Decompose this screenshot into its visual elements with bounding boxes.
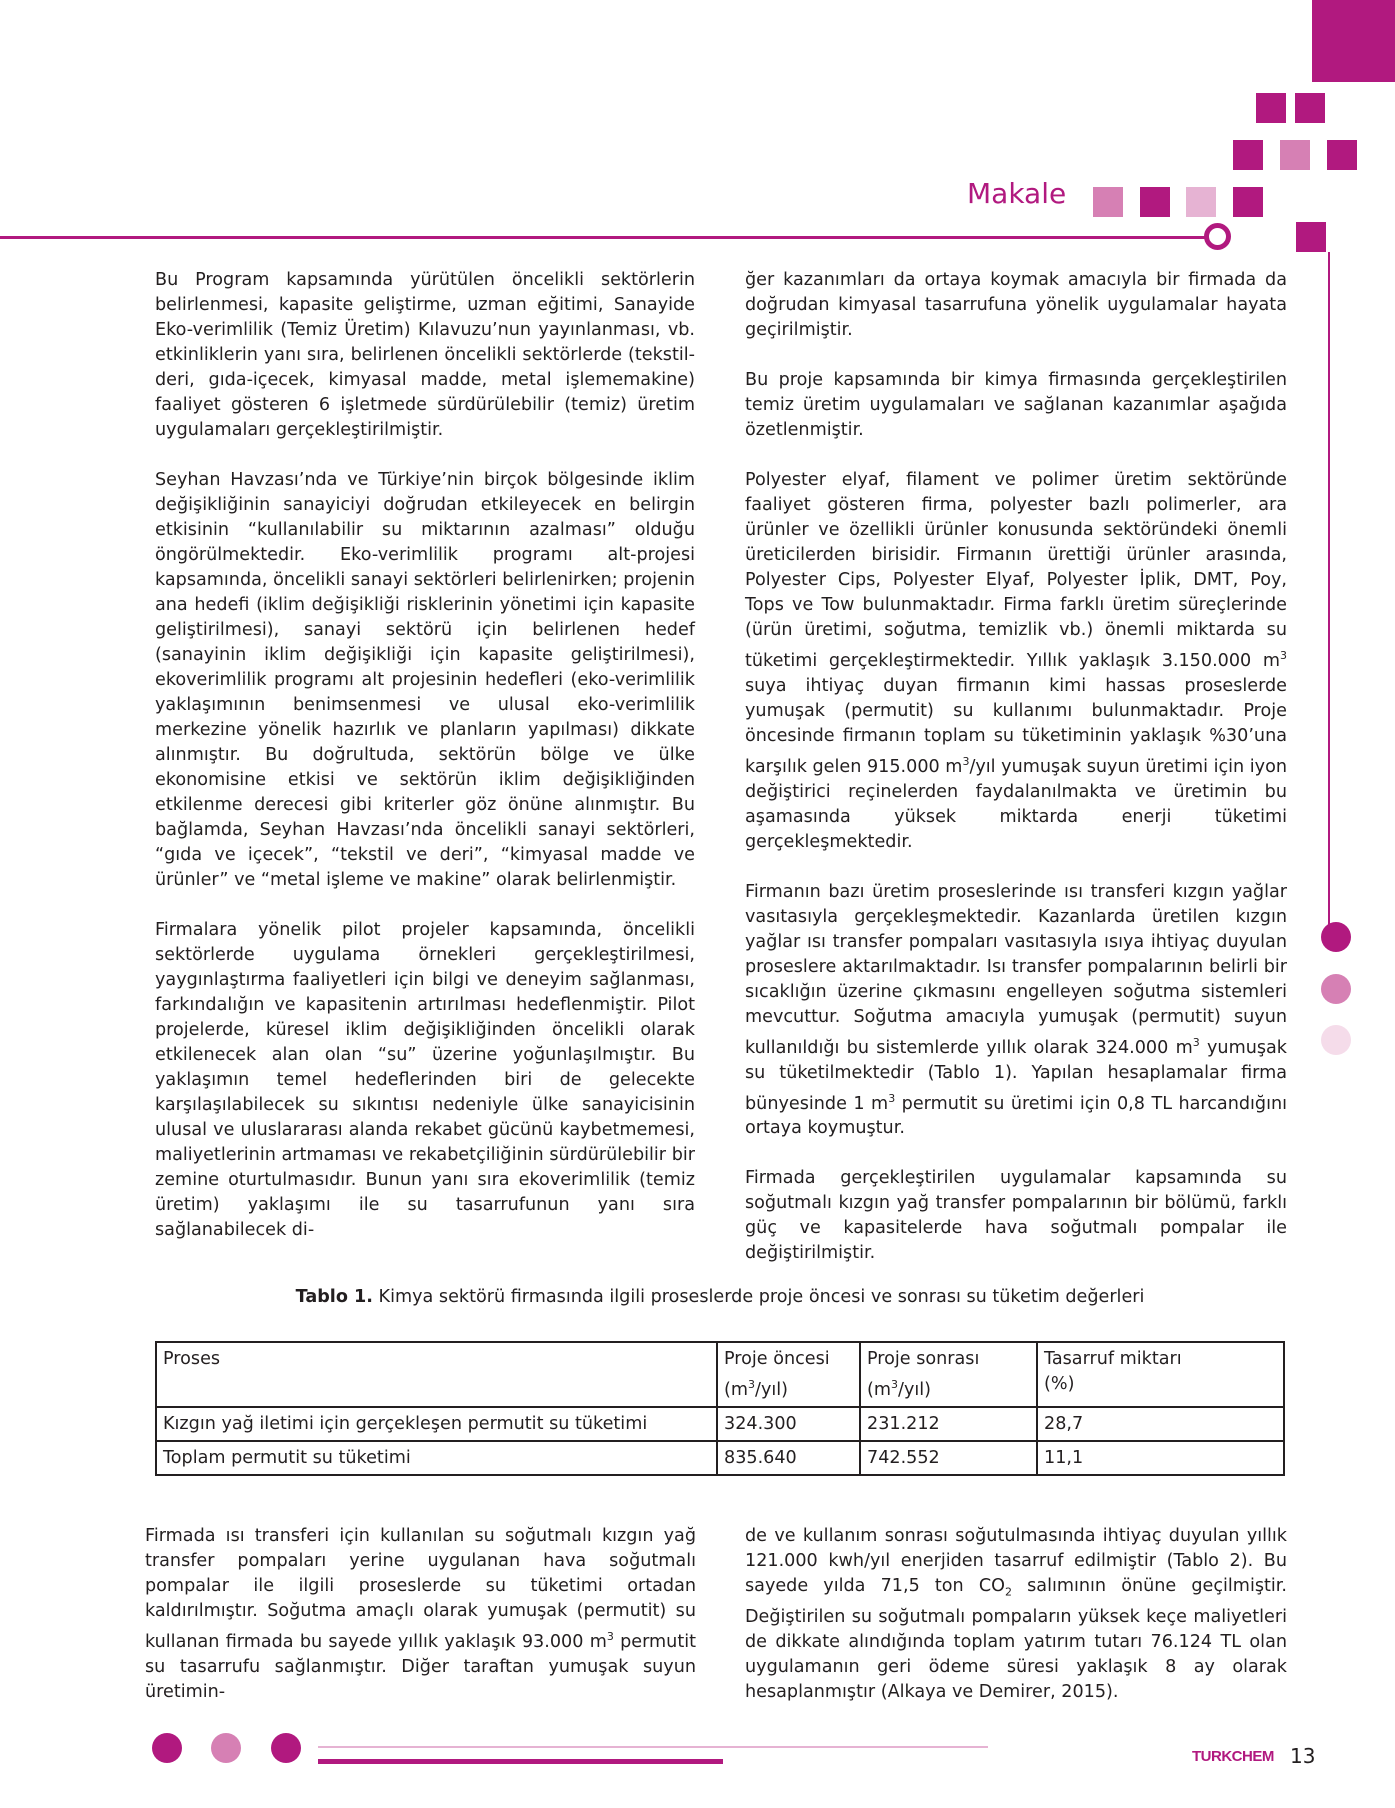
table-header-row: [156, 1342, 1284, 1407]
deco-square: [1280, 140, 1310, 170]
table-cell: 11,1: [1037, 1441, 1284, 1475]
table-cell: Toplam permutit su tüketimi: [156, 1441, 717, 1475]
table-header-cell: Tasarruf miktarı (%): [1037, 1342, 1284, 1407]
paragraph: de ve kullanım sonrası soğutulmasında ihtiyaç duyulan yıllık 121.000 kwh/yıl enerjiden tasarruf edilmiştir (Tablo 2). Bu sayede yılda 71,5 ton $CO_2$ salımının önüne geçilmiştir. Değiştirilen su soğutmalı pompaların yüksek keçe maliyetleri de dikkate alındığında toplam yatırım tutarı 76.124 TL olan uygulamanın geri ödeme süresi yaklaşık 8 ay olarak hesaplanmıştır (Alkaya ve Demirer, 2015).: [745, 1526, 1288, 1702]
table-cell: 231.212: [860, 1407, 1037, 1441]
deco-circle: [1321, 974, 1351, 1004]
table-cell: 28,7: [1037, 1407, 1284, 1441]
deco-square: [1256, 93, 1286, 123]
vertical-rule: [1328, 252, 1330, 927]
paragraph: Firmanın bazı üretim proseslerinde ısı transferi kızgın yağlar vasıtasıyla gerçekleşmektedir. Kazanlarda üretilen kızgın yağlar ısı transfer pompaları vasıtasıyla ısıya ihtiyaç duyulan proseslere aktarılmaktadır. Isı transfer pompalarının belirli bir sıcaklığın üzerine çıkmasını engelleyen soğutma sistemleri mevcuttur. Soğutma amacıyla yumuşak (permutit) suyun kullanıldığı bu sistemlerde yıllık olarak 324.000 $m^3$ yumuşak su tüketilmektedir (Tablo 1). Yapılan hesaplamalar firma bünyesinde 1 $m^3$ permutit su üretimi için 0,8 TL harcandığını ortaya koymuştur.: [745, 881, 1288, 1139]
table-cell: 324.300: [717, 1407, 860, 1441]
paragraph: Polyester elyaf, filament ve polimer üretim sektöründe faaliyet gösteren firma, polyester bazlı polimerler, ara ürünler ve özellikli ürünler konusunda sektöründeki önemli üreticilerden birisidir. Firmanın ürettiği ürünler arasında, Polyester Cips, Polyester Elyaf, Polyester İplik, DMT, Poy, Tops ve Tow bulunmaktadır. Firma farklı üretim süreçlerinde (ürün üretimi, soğutma, temizlik vb.) önemli miktarda su tüketimi gerçekleştirmektedir. Yıllık yaklaşık 3.150.000 $m^3$ suya ihtiyaç duyan firmanın kimi hassas proseslerde yumuşak (permutit) su kullanımı bulunmaktadır. Proje öncesinde firmanın toplam su tüketiminin yaklaşık %30’una karşılık gelen 915.000 $m^3$/yıl yumuşak suyun üretimi için iyon değiştirici reçinelerden faydalanılmakta ve üretimin bu aşamasında yüksek miktarda enerji tüketimi gerçekleşmektedir.: [745, 470, 1287, 852]
bottom-right-column: [745, 1524, 1287, 1705]
paragraph: Firmalara yönelik pilot projeler kapsamında, öncelikli sektörlerde uygulama örnekleri gerçekleştirilmesi, yaygınlaştırma faaliyetleri için bilgi ve deneyim sağlanması, farkındalığın ve kapasitenin artırılması hedeflenmiştir. Pilot projelerde, küresel iklim değişikliğinden öncelikli olarak etkilenecek alan olan “su” üzerine yoğunlaşılmıştır. Bu yaklaşımın temel hedeflerinden biri de gelecekte karşılaşılabilecek su sıkıntısı nedeniyle ülke sanayicisinin ulusal ve uluslararası alanda rekabet gücünü kaybetmemesi, maliyetlerinin artmaması ve rekabetçiliğinin sürdürülebilir bir zemine oturtulmasıdır. Bunun yanı sıra ekoverimlilik (temiz üretim) yaklaşımı ile su tasarrufunun yanı sıra sağlanabilecek di-: [155, 920, 695, 1240]
deco-square: [1186, 187, 1216, 217]
right-column: [745, 268, 1287, 1266]
deco-square: [1327, 140, 1357, 170]
table-header-cell: Proses: [156, 1342, 717, 1407]
table-caption: Tablo 1. Kimya sektörü firmasında ilgili proseslerde proje öncesi ve sonrası su tüketim değerleri: [295, 1287, 1145, 1307]
bottom-left-column: [145, 1524, 696, 1705]
paragraph: Firmada gerçekleştirilen uygulamalar kapsamında su soğutmalı kızgın yağ transfer pompalarının bir bölümü, farklı güç ve kapasitelerde hava soğutmalı pompalar ile değiştirilmiştir.: [745, 1168, 1287, 1264]
deco-square: [1295, 93, 1325, 123]
page-number: 13: [1290, 1744, 1316, 1768]
table-row: [156, 1441, 1284, 1475]
header-circle-icon: [1204, 223, 1231, 250]
corner-block: [1312, 0, 1395, 82]
footer-circle: [211, 1733, 241, 1763]
footer-rule-light: [318, 1746, 988, 1748]
footer-rule: [318, 1759, 723, 1764]
deco-square: [1093, 187, 1123, 217]
table-cell: Kızgın yağ iletimi için gerçekleşen permutit su tüketimi: [156, 1407, 717, 1441]
paragraph: Seyhan Havzası’nda ve Türkiye’nin birçok bölgesinde iklim değişikliğinin sanayiciyi doğrudan etkileyecek en belirgin etkisinin “kullanılabilir su miktarının azalması” olduğu öngörülmektedir. Eko-verimlilik programı alt-projesi kapsamında, öncelikli sanayi sektörleri belirlenirken; projenin ana hedefi (iklim değişikliği risklerinin yönetimi için kapasite geliştirilmesi), sanayi sektörü için belirlenen hedef (sanayinin iklim değişikliği için kapasite geliştirilmesi), ekoverimlilik programı alt projesinin hedefleri (eko-verimlilik yaklaşımının benimsenmesi ve ulusal eko-verimlilik merkezine yönelik hazırlık ve planların yapılması) dikkate alınmıştır. Bu doğrultuda, sektörün bölge ve ülke ekonomisine etkisi ve sektörün iklim değişikliğinden etkilenme derecesi gibi kriterler göz önüne alınmıştır. Bu bağlamda, Seyhan Havzası’nda öncelikli sanayi sektörleri, “gıda ve içecek”, “tekstil ve deri”, “kimyasal madde ve ürünler” ve “metal işleme ve makine” olarak belirlenmiştir.: [155, 470, 695, 890]
table-header-cell: Proje sonrası $(m^3/yıl)$: [860, 1342, 1037, 1407]
header-rule: [0, 236, 1218, 239]
deco-square: [1233, 187, 1263, 217]
data-table: [155, 1341, 1285, 1476]
footer-brand: TURKCHEM: [1192, 1748, 1274, 1765]
table-cell: 742.552: [860, 1441, 1037, 1475]
table-header-cell: Proje öncesi $(m^3/yıl)$: [717, 1342, 860, 1407]
deco-circle: [1321, 1025, 1351, 1055]
deco-square: [1140, 187, 1170, 217]
deco-square: [1296, 222, 1326, 252]
left-column: [155, 268, 695, 1243]
footer-circle: [271, 1733, 301, 1763]
footer-circle: [152, 1733, 182, 1763]
paragraph: Firmada ısı transferi için kullanılan su soğutmalı kızgın yağ transfer pompaları yerine uygulanan hava soğutmalı pompalar ile ilgili proseslerde su tüketimi ortadan kaldırılmıştır. Soğutma amaçlı olarak yumuşak (permutit) su kullanan firmada bu sayede yıllık yaklaşık 93.000 $m^3$ permutit su tasarrufu sağlanmıştır. Diğer taraftan yumuşak suyun üretimin-: [145, 1526, 697, 1702]
deco-circle: [1321, 922, 1351, 952]
paragraph: Bu proje kapsamında bir kimya firmasında gerçekleştirilen temiz üretim uygulamaları ve sağlanan kazanımlar aşağıda özetlenmiştir.: [745, 370, 1287, 440]
deco-square: [1233, 140, 1263, 170]
table-cell: 835.640: [717, 1441, 860, 1475]
table-row: [156, 1407, 1284, 1441]
paragraph: ğer kazanımları da ortaya koymak amacıyla bir firmada da doğrudan kimyasal tasarrufuna yönelik uygulamalar hayata geçirilmiştir.: [745, 270, 1287, 340]
paragraph: Bu Program kapsamında yürütülen öncelikli sektörlerin belirlenmesi, kapasite geliştirme, uzman eğitimi, Sanayide Eko-verimlilik (Temiz Üretim) Kılavuzu’nun yayınlanması, vb. etkinliklerin yanı sıra, belirlenen öncelikli sektörlerde (tekstil-deri, gıda-içecek, kimyasal madde, metal işlememakine) faaliyet gösteren 6 işletmede sürdürülebilir (temiz) üretim uygulamaları gerçekleştirilmiştir.: [155, 270, 695, 440]
section-title: Makale: [967, 177, 1067, 210]
